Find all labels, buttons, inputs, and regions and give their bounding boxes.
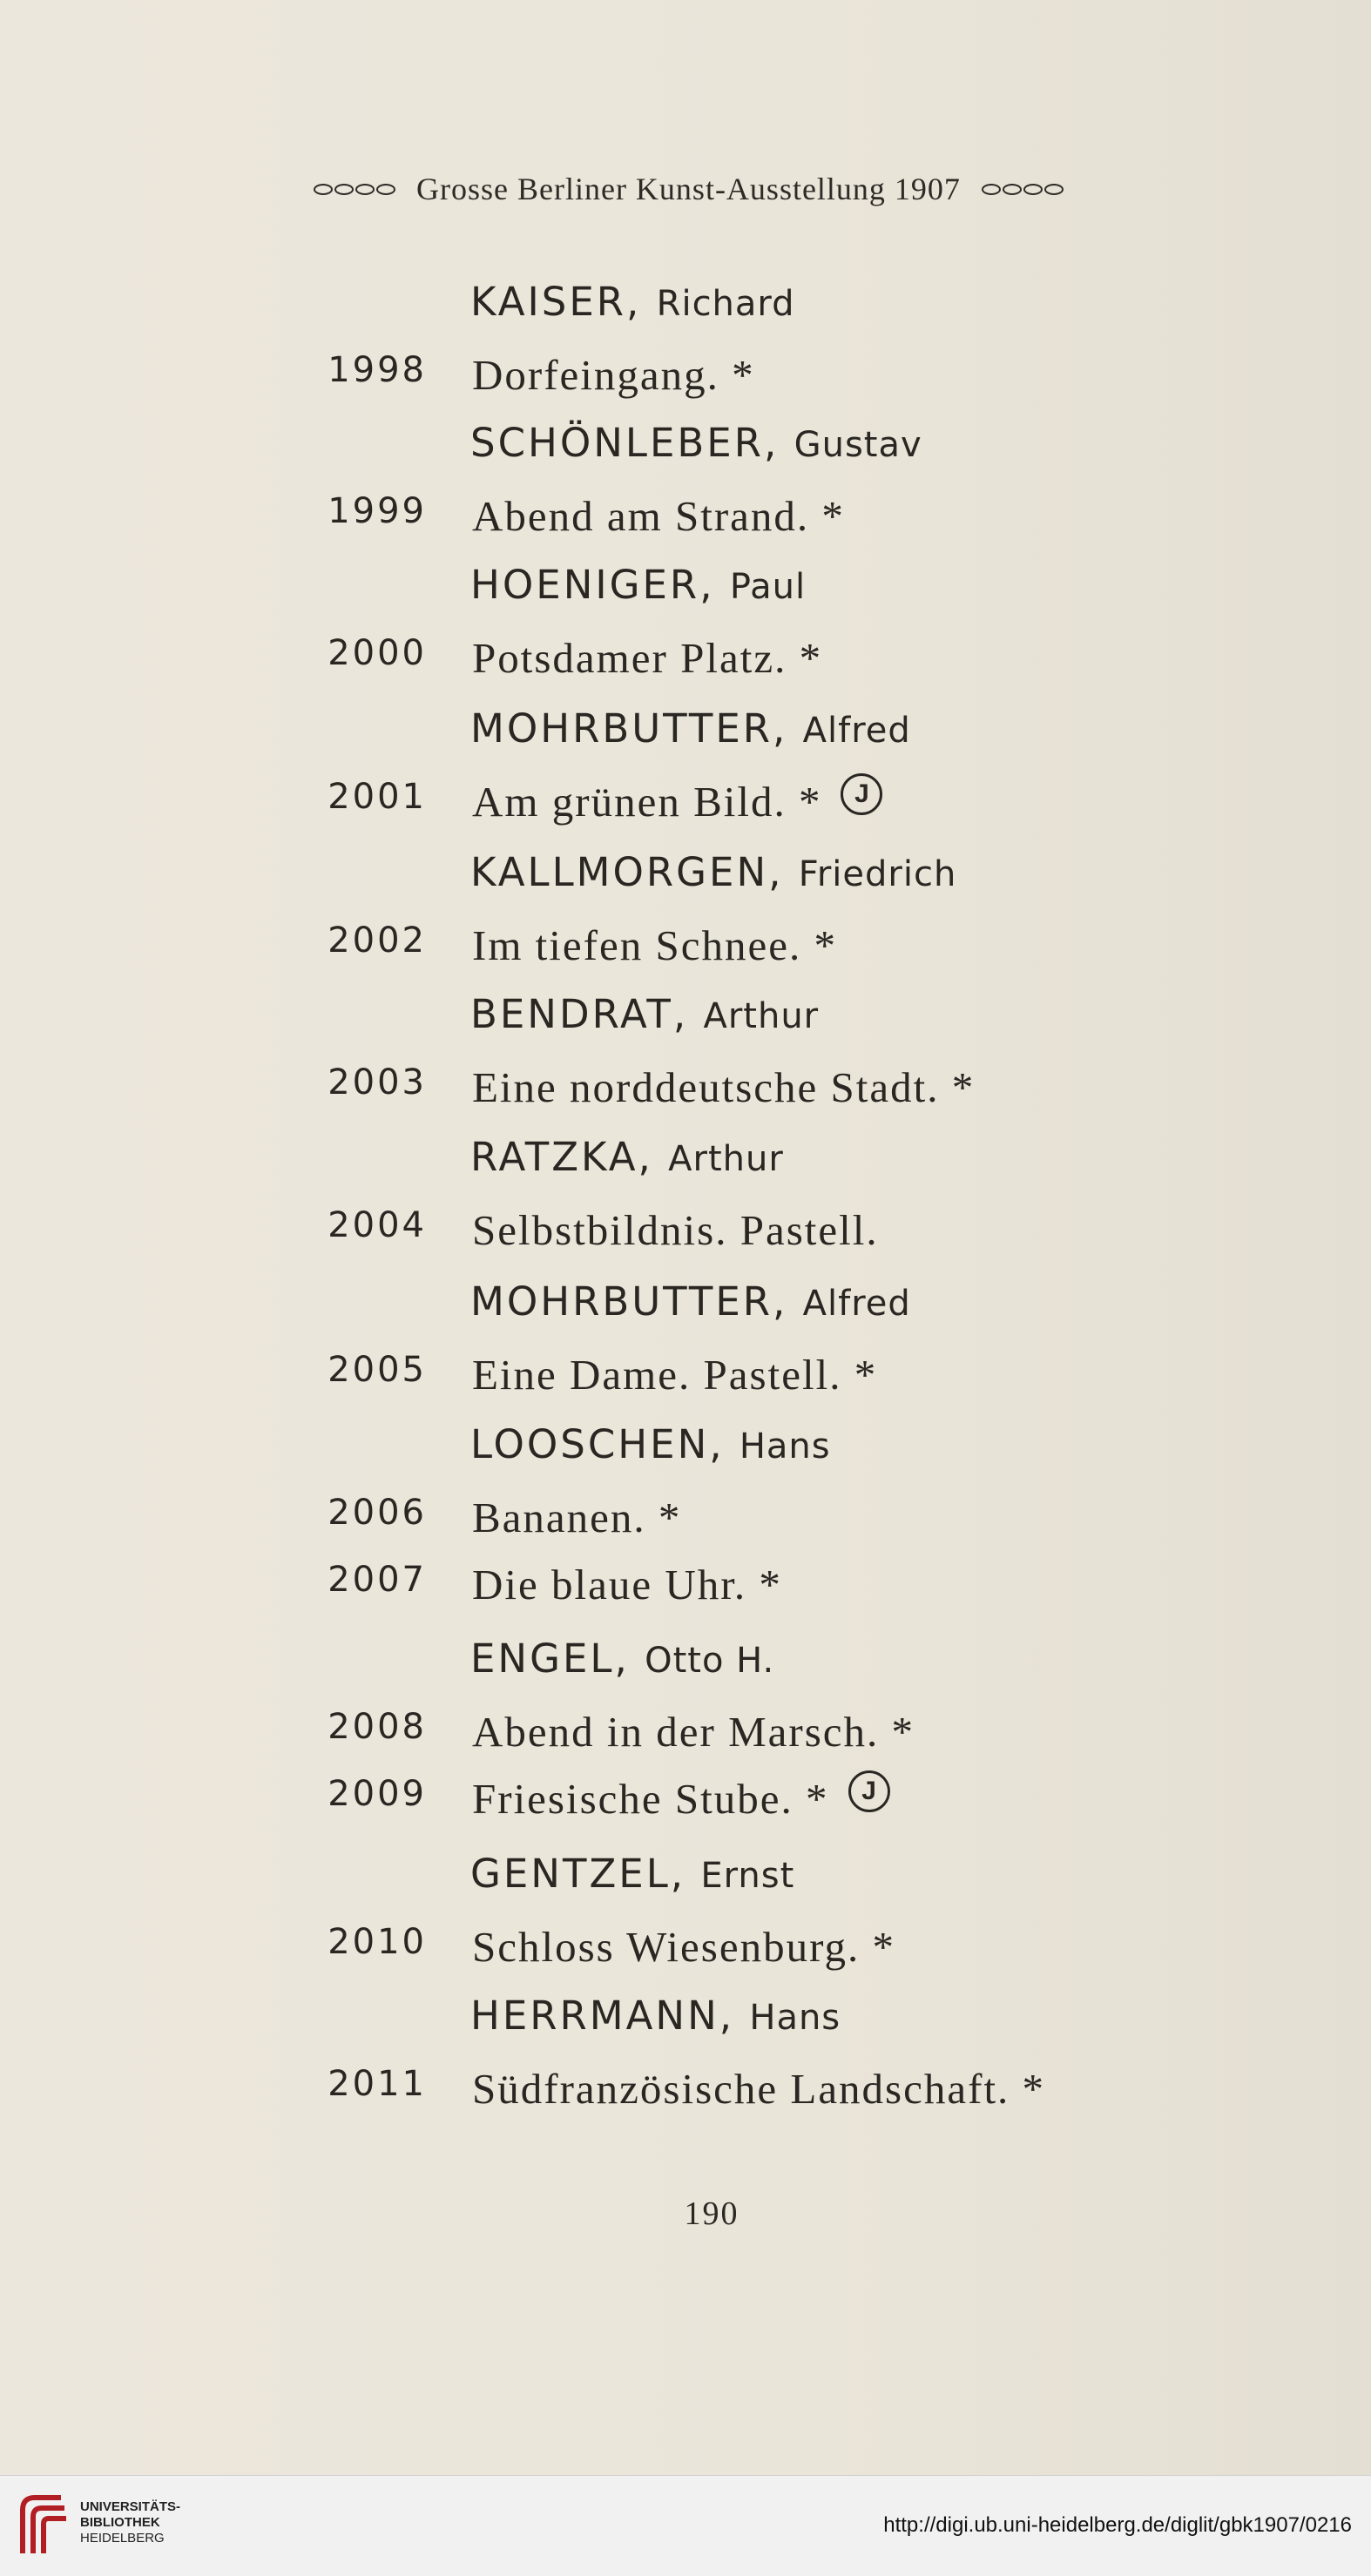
- catalog-item: [322, 633, 822, 683]
- artist-last-name: ENGEL,: [470, 1635, 630, 1682]
- work-title: Eine norddeutsche Stadt. *: [472, 1063, 976, 1111]
- artist-first-name: Friedrich: [798, 854, 957, 894]
- artist-last-name: KAISER,: [470, 279, 642, 325]
- catalog-item: [322, 1774, 890, 1824]
- catalog-number: 2008: [328, 1707, 427, 1747]
- catalog-item: [322, 2064, 1045, 2114]
- catalog-number: 2002: [328, 920, 427, 961]
- catalog-item: [322, 920, 837, 970]
- catalog-number: 2007: [328, 1560, 427, 1600]
- work-title: Schloss Wiesenburg. *: [472, 1923, 896, 1971]
- artist-first-name: Ernst: [700, 1856, 795, 1896]
- circled-j-icon: J: [841, 773, 882, 815]
- ornament-left-icon: [314, 184, 395, 195]
- work-title: Abend in der Marsch. *: [472, 1708, 915, 1756]
- artist-first-name: Hans: [739, 1426, 831, 1467]
- artist-first-name: Paul: [729, 567, 807, 607]
- artist-name: [470, 991, 819, 1037]
- catalog-item: [322, 1493, 681, 1542]
- work-title: Am grünen Bild. *: [472, 778, 822, 826]
- catalog-number: 2009: [328, 1774, 427, 1814]
- page-number: 190: [684, 2195, 740, 2232]
- catalog-item: [322, 491, 845, 541]
- artist-last-name: HERRMANN,: [470, 1993, 735, 2039]
- artist-last-name: RATZKA,: [470, 1134, 653, 1180]
- catalog-item: [322, 777, 882, 826]
- work-title: Selbstbildnis. Pastell.: [472, 1206, 879, 1254]
- running-header-title: Grosse Berliner Kunst-Ausstellung 1907: [416, 172, 961, 206]
- artist-last-name: SCHÖNLEBER,: [470, 420, 780, 466]
- artist-name: [470, 279, 795, 325]
- artist-name: [470, 1993, 841, 2039]
- artist-name: [470, 1134, 784, 1180]
- catalog-number: 2001: [328, 777, 427, 817]
- university-library-logo-icon: [16, 2491, 71, 2560]
- work-title: Friesische Stube. *: [472, 1775, 829, 1823]
- catalog-item: [322, 1350, 877, 1399]
- artist-first-name: Richard: [656, 284, 795, 324]
- work-title: Im tiefen Schnee. *: [472, 921, 837, 969]
- artist-last-name: LOOSCHEN,: [470, 1421, 725, 1467]
- library-name: UNIVERSITÄTS- BIBLIOTHEK HEIDELBERG: [80, 2499, 181, 2546]
- work-title: Dorfeingang. *: [472, 351, 755, 399]
- catalog-item: [322, 1707, 915, 1757]
- artist-name: [470, 705, 911, 752]
- artist-first-name: Otto H.: [645, 1641, 775, 1681]
- artist-first-name: Arthur: [703, 996, 820, 1036]
- running-header: [314, 171, 1272, 207]
- catalog-number: 2011: [328, 2064, 427, 2104]
- artist-name: [470, 562, 806, 608]
- work-title: Abend am Strand. *: [472, 492, 845, 540]
- ornament-right-icon: [982, 184, 1064, 195]
- catalog-number: 2004: [328, 1205, 427, 1245]
- artist-first-name: Alfred: [802, 711, 911, 751]
- artist-last-name: MOHRBUTTER,: [470, 1278, 788, 1325]
- circled-j-icon: J: [848, 1770, 890, 1812]
- catalog-item: [322, 350, 755, 400]
- artist-last-name: MOHRBUTTER,: [470, 705, 788, 752]
- catalog-item: [322, 1922, 895, 1972]
- work-title: Potsdamer Platz. *: [472, 634, 823, 682]
- artist-name: [470, 849, 956, 895]
- catalog-number: 2006: [328, 1493, 427, 1533]
- catalog-number: 2005: [328, 1350, 427, 1390]
- catalog-item: [322, 1205, 879, 1255]
- catalog-number: 1999: [328, 491, 427, 531]
- source-url-link[interactable]: http://digi.ub.uni-heidelberg.de/diglit/gbk1907/0216: [883, 2513, 1352, 2537]
- catalog-number: 2010: [328, 1922, 427, 1962]
- artist-last-name: BENDRAT,: [470, 991, 689, 1037]
- artist-first-name: Hans: [749, 1998, 841, 2038]
- catalog-item: [322, 1560, 782, 1609]
- artist-name: [470, 1421, 831, 1467]
- catalog-number: 2003: [328, 1062, 427, 1103]
- catalog-number: 1998: [328, 350, 427, 390]
- artist-name: [470, 420, 922, 466]
- artist-last-name: GENTZEL,: [470, 1851, 686, 1897]
- artist-name: [470, 1635, 774, 1682]
- artist-name: [470, 1278, 911, 1325]
- artist-first-name: Alfred: [802, 1284, 911, 1324]
- artist-last-name: HOENIGER,: [470, 562, 715, 608]
- artist-last-name: KALLMORGEN,: [470, 849, 784, 895]
- catalog-number: 2000: [328, 633, 427, 673]
- artist-first-name: Gustav: [794, 425, 922, 465]
- catalog-item: [322, 1062, 975, 1112]
- work-title: Eine Dame. Pastell. *: [472, 1351, 878, 1399]
- artist-first-name: Arthur: [668, 1139, 784, 1179]
- work-title: Bananen. *: [472, 1494, 682, 1541]
- work-title: Die blaue Uhr. *: [472, 1561, 782, 1608]
- artist-name: [470, 1851, 794, 1897]
- work-title: Südfranzösische Landschaft. *: [472, 2065, 1046, 2113]
